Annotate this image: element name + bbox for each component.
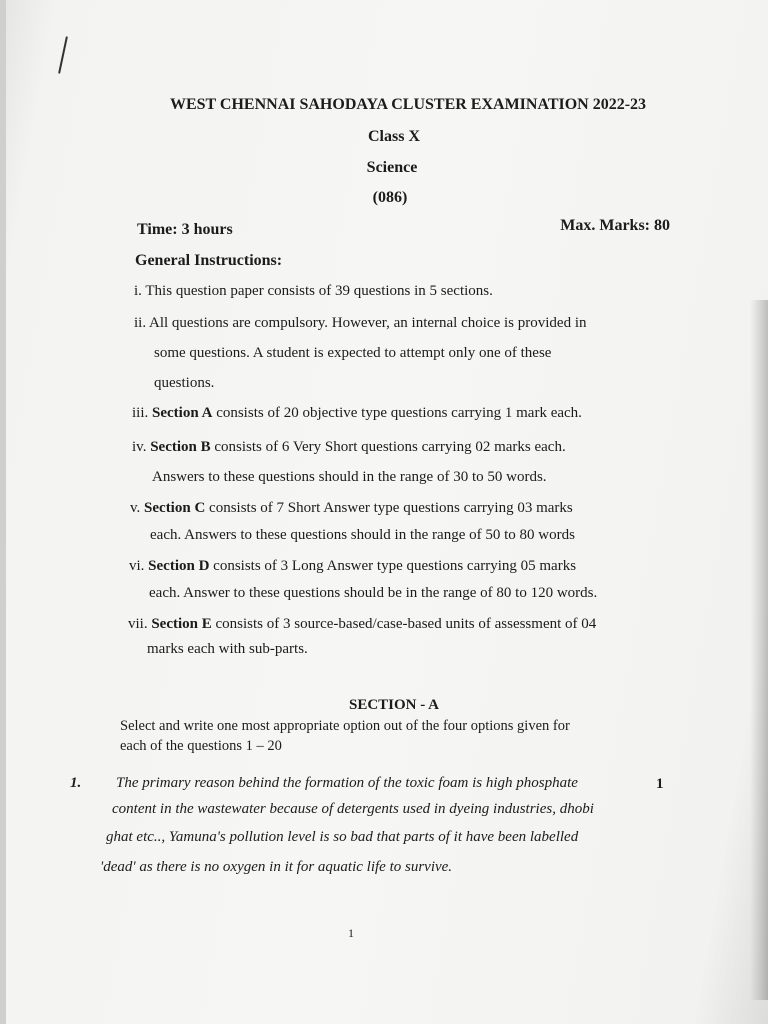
instruction-iii-num: iii. xyxy=(132,405,153,421)
instruction-v-num: v. xyxy=(130,500,145,516)
section-a-note-line-1: Select and write one most appropriate option out of the four options given for xyxy=(120,718,570,734)
instruction-vii-num: vii. xyxy=(128,616,152,632)
page-left-edge xyxy=(0,0,6,1024)
page-number: 1 xyxy=(348,926,354,940)
instruction-v-line-2: each. Answers to these questions should in the range of 50 to 80 words xyxy=(150,527,575,543)
exam-code: (086) xyxy=(372,189,408,206)
instruction-iv-section: Section B xyxy=(150,439,211,455)
instruction-vii-section: Section E xyxy=(151,616,212,632)
general-instructions-heading: General Instructions: xyxy=(135,252,283,269)
instruction-iii xyxy=(132,398,582,428)
instruction-iv-num: iv. xyxy=(132,439,151,455)
instruction-vii-text: consists of 3 source-based/case-based units of assessment of 04 xyxy=(211,616,597,632)
max-marks: Max. Marks: 80 xyxy=(560,217,670,234)
section-a-heading: SECTION - A xyxy=(348,697,440,713)
instruction-ii-line-3: questions. xyxy=(154,375,215,391)
instruction-ii-line-2: some questions. A student is expected to attempt only one of these xyxy=(154,345,552,361)
instruction-vi xyxy=(129,551,576,581)
instruction-v-section: Section C xyxy=(144,500,206,516)
instruction-vii-line-2: marks each with sub-parts. xyxy=(147,641,308,657)
question-1-line-1: The primary reason behind the formation of the toxic foam is high phosphate xyxy=(116,775,578,791)
instruction-i: i. This question paper consists of 39 questions in 5 sections. xyxy=(134,283,493,299)
section-a-note-line-2: each of the questions 1 – 20 xyxy=(120,738,282,754)
instruction-ii-line-1: ii. All questions are compulsory. However, an internal choice is provided in xyxy=(134,315,587,331)
page-right-shadow xyxy=(750,300,768,1000)
instruction-iv-line-2: Answers to these questions should in the range of 30 to 50 words. xyxy=(152,469,547,485)
exam-time: Time: 3 hours xyxy=(137,221,233,238)
question-1-line-4: 'dead' as there is no oxygen in it for aquatic life to survive. xyxy=(100,859,453,875)
instruction-iv xyxy=(132,432,566,462)
question-1-number: 1. xyxy=(70,775,82,791)
instruction-vi-line-2: each. Answer to these questions should be in the range of 80 to 120 words. xyxy=(149,585,598,601)
instruction-iii-text: consists of 20 objective type questions carrying 1 mark each. xyxy=(212,405,582,421)
instruction-iv-text: consists of 6 Very Short questions carrying 02 marks each. xyxy=(210,439,566,455)
instruction-vi-text: consists of 3 Long Answer type questions carrying 05 marks xyxy=(209,558,577,574)
exam-title: WEST CHENNAI SAHODAYA CLUSTER EXAMINATION 2022-23 xyxy=(169,96,647,113)
instruction-v xyxy=(130,493,573,523)
question-1-marks: 1 xyxy=(656,776,664,792)
exam-subject: Science xyxy=(366,159,418,176)
instruction-iii-section: Section A xyxy=(152,405,213,421)
question-1-line-2: content in the wastewater because of detergents used in dyeing industries, dhobi xyxy=(112,801,594,817)
question-1-line-3: ghat etc.., Yamuna's pollution level is so bad that parts of it have been labelled xyxy=(106,829,579,845)
section-a-note xyxy=(120,716,640,756)
instruction-vi-num: vi. xyxy=(129,558,149,574)
exam-class: Class X xyxy=(367,128,420,145)
time-marks-row xyxy=(137,217,670,239)
pen-mark xyxy=(58,36,68,74)
instruction-v-text: consists of 7 Short Answer type questions carrying 03 marks xyxy=(205,500,573,516)
instruction-vi-section: Section D xyxy=(148,558,210,574)
